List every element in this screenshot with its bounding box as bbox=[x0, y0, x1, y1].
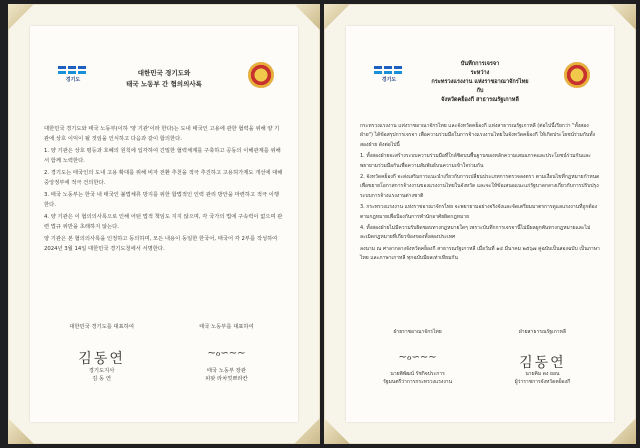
signer-left-name: 김 동 연 bbox=[92, 376, 111, 382]
thai-minutes-sheet bbox=[346, 26, 614, 422]
right-document-folder bbox=[324, 4, 636, 444]
signer-right-name: นายคิม ดง ยอน bbox=[525, 371, 560, 377]
doc-item-3: 3. 태국 노동부는 한국 내 태국인 불법체류 방지를 위한 합법적인 인력 관리 방안을 마련하고 적극 이행한다. bbox=[44, 192, 279, 208]
doc-item-1: 1. ทั้งสองฝ่ายจะสร้างระบบความร่วมมือที่ใกล้ชิดบนพื้นฐานของหลักความเสมอภาคและประโยชน์ร่วมกันและพยายามร่วมมือกันเพื่อความสัมพันธ์บนความเข้าใจร่วมกัน bbox=[360, 153, 591, 169]
gyeonggi-logo: 경기도 bbox=[58, 66, 88, 84]
doc-title-line1: บันทึกการเจรจา bbox=[460, 61, 500, 67]
doc-closing: ลงนาม ณ ศาลากลางจังหวัดคย็องกี สาธารณรัฐเกาหลี เมื่อวันที่ ๑๔ มีนาคม ๒๕๖๗ คู่ฉบับเป็นสองฉบับ เป็นภาษาไทย และภาษาเกาหลี ทุกฉบับมีผลเท่าเทียมกัน bbox=[360, 245, 600, 262]
doc-title-line2: 태국 노동부 간 협의의사록 bbox=[126, 80, 202, 88]
signer-right-title: ผู้ว่าราชการจังหวัดคย็องกี bbox=[514, 379, 571, 385]
doc-title-line1: 대한민국 경기도와 bbox=[137, 69, 191, 77]
left-document-folder bbox=[8, 4, 320, 444]
signer-left-title: 경기도지사 bbox=[88, 368, 115, 374]
doc-item-4: 4. 양 기관은 이 협의의사록으로 인해 어떤 법적 책임도 지지 않으며, 각 국가의 법에 구속력이 없으며 관련 법규 위반을 초래하지 않는다. bbox=[44, 214, 283, 230]
rep-left: 대한민국 경기도를 대표하여 bbox=[69, 324, 134, 330]
rep-right: 태국 노동부를 대표하여 bbox=[199, 324, 254, 330]
doc-item-4: 4. ทั้งสองฝ่ายไม่มีความรับผิดชอบทางกฎหมายใดๆ เพราะบันทึกการเจรจานี้ไม่มีผลผูกพันทางกฎหมายและไม่ละเมิดกฎหมายที่เกี่ยวข้องของทั้งสองประเทศ bbox=[360, 225, 591, 241]
doc-title-line3: กระทรวงแรงงาน แห่งราชอาณาจักรไทย bbox=[431, 79, 529, 85]
signature-block bbox=[44, 322, 284, 382]
doc-title-line2: ระหว่าง bbox=[470, 70, 490, 76]
doc-item-2: 2. 경기도는 태국인의 도내 고용 확대를 위해 비자 전환 추천을 적극 추진하고 고용허가제도 개선에 대해 중앙정부에 적극 건의한다. bbox=[44, 170, 283, 186]
doc-item-3: 3. กระทรวงแรงงาน แห่งราชอาณาจักรไทย จะพยายามอย่างจริงจังและจัดเตรียมมาตรการดูแลแรงงานที่ถูกต้องตามกฎหมายเพื่อป้องกันการพำนักอาศัยผิดกฎหมาย bbox=[360, 204, 598, 220]
signer-left-name: นายพิพัฒน์ รัชกิจประการ bbox=[390, 371, 445, 377]
signer-left-title: รัฐมนตรีว่าการกระทรวงแรงงาน bbox=[383, 379, 453, 385]
rep-left: ฝ่ายราชอาณาจักรไทย bbox=[393, 329, 442, 335]
doc-title-line4: กับ bbox=[476, 88, 484, 94]
gyeonggi-logo: 경기도 bbox=[374, 66, 404, 84]
signature-block bbox=[360, 328, 600, 386]
doc-body bbox=[44, 124, 284, 256]
thai-ministry-seal-icon bbox=[564, 62, 590, 88]
doc-item-1: 1. 양 기관은 상호 평등과 호혜의 원칙에 입각하여 긴밀한 협력체계를 구축하고 공동의 이해관계를 위해서 함께 노력한다. bbox=[44, 148, 281, 164]
signature-right: ~ℴ∽∼∼ bbox=[207, 348, 246, 359]
thai-ministry-seal-icon bbox=[248, 62, 274, 88]
doc-title-line5: จังหวัดคย็องกี สาธารณรัฐเกาหลี bbox=[441, 97, 519, 103]
signer-right-title: 태국 노동부 장관 bbox=[206, 368, 246, 374]
korean-minutes-sheet bbox=[30, 26, 298, 422]
doc-intro: กระทรวงแรงงาน แห่งราชอาณาจักรไทย และจังหวัดคย็องกี แห่งสาธารณรัฐเกาหลี (ต่อไปนี้เรียกว่า "ทั้งสองฝ่าย") ได้ข้อสรุปการเจรจา เพื่อความร่วมมือในการจ้างแรงงานไทยในจังหวัดคย็องกี ให้เกิดประโยชน์ร่วมกันทั้งสองฝ่าย ดังต่อไปนี้ bbox=[360, 123, 596, 148]
doc-body bbox=[360, 122, 600, 266]
signature-left: ~ℴ∽∼∼ bbox=[398, 352, 437, 363]
doc-item-2: 2. จังหวัดคย็องกี จะส่งเสริมการแนะนำเกี่ยวกับการเปลี่ยนประเภทการตรวจลงตรา ตามเงื่อนไขที่กฎหมายกำหนด เพื่อขยายโอกาสการจ้างงานของแรงงานไทยในจังหวัด และจะให้ข้อเสนอแนะแก่รัฐบาลกลางเกี่ยวกับการปรับปรุงระบบการจ้างแรงงานต่างชาติ bbox=[360, 174, 600, 199]
signature-right: 김동연 bbox=[519, 355, 566, 371]
signature-left: 김동연 bbox=[78, 351, 125, 367]
doc-intro: 대한민국 경기도와 태국 노동부(이하 '양 기관'이라 한다)는 도내 태국인 고용에 관한 협력을 위해 양 기관에 상호 이익이 될 것임을 인식하고 다음과 같이 합의한다. bbox=[44, 126, 280, 142]
signer-right-name: 피팟 라차낏쁘라칸 bbox=[205, 376, 248, 382]
rep-right: ฝ่ายสาธารณรัฐเกาหลี bbox=[518, 329, 566, 335]
doc-closing: 양 기관은 본 협의의사록을 인정하고 동의하며, 모든 내용이 동일한 한국어, 태국어 각 2부를 작성하여 2024년 3월 14일 대한민국 경기도청에서 서명한다. bbox=[44, 236, 278, 252]
